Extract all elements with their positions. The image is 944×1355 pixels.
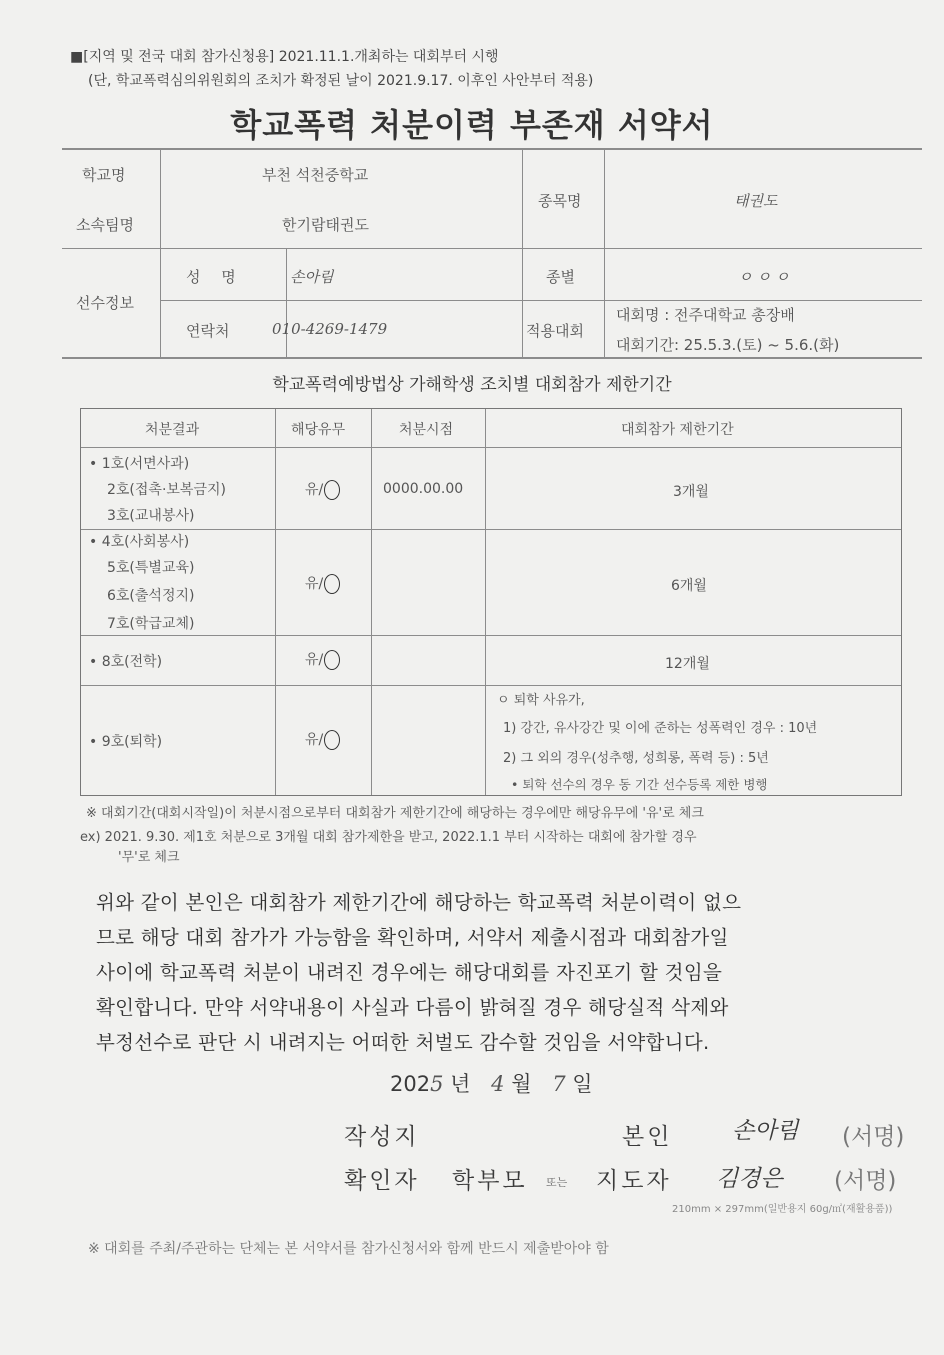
footer-note: ※ 대회를 주최/주관하는 단체는 본 서약서를 참가신청서와 함께 반드시 제출받아야 함: [88, 1241, 609, 1257]
table-row-1-item-1: • 1호(서면사과): [89, 456, 190, 472]
info-border-top: [62, 148, 922, 150]
status-text: 유/: [305, 576, 324, 592]
table-row-2-item-3: 6호(출석정지): [107, 588, 195, 604]
table-row-2-status: [305, 573, 340, 594]
header-line-1: ■[지역 및 전국 대회 참가신청용] 2021.11.1.개최하는 대회부터 시행: [70, 49, 499, 65]
confirmer-label: 확인자: [344, 1168, 420, 1194]
table-row-4-period-line-3: 2) 그 외의 경우(성추행, 성희롱, 폭력 등) : 5년: [503, 751, 769, 766]
category-label: 종별: [546, 268, 575, 286]
player-info-label: 선수정보: [76, 294, 134, 312]
status-text: 유/: [305, 732, 324, 748]
self-label: 본인: [622, 1124, 673, 1150]
table-row-1-item-3: 3호(교내봉사): [107, 508, 195, 524]
restriction-subtitle: 학교폭력예방법상 가해학생 조치별 대회참가 제한기간: [272, 375, 672, 395]
info-vline-4: [604, 148, 605, 358]
rtable-hline-1: [81, 529, 901, 530]
coach-label: 지도자: [596, 1168, 672, 1194]
table-row-1-status: [305, 479, 340, 500]
coach-name: 김경은: [716, 1166, 783, 1192]
info-table: [62, 148, 922, 358]
info-divider-1: [62, 248, 922, 249]
or-label: 또는: [546, 1176, 568, 1189]
table-row-2-item-2: 5호(특별교육): [107, 560, 195, 576]
month-unit: 월: [511, 1072, 532, 1096]
info-vline-1: [160, 148, 161, 358]
table-row-2-period: 6개월: [671, 578, 707, 594]
table-row-4-period-line-4: • 퇴학 선수의 경우 동 기간 선수등록 제한 병행: [511, 777, 768, 792]
pledge-line-3: 사이에 학교폭력 처분이 내려진 경우에는 해당대회를 자진포기 할 것임을: [96, 961, 723, 984]
team-label: 소속팀명: [76, 216, 134, 234]
document-title: 학교폭력 처분이력 부존재 서약서: [230, 106, 714, 144]
rtable-vline-1: [275, 409, 276, 795]
paper-size-note: 210mm × 297mm(일반용지 60g/㎡(재활용품)): [672, 1204, 893, 1215]
circled-mark: [324, 650, 340, 670]
circled-mark: [324, 574, 340, 594]
header-line-2: (단, 학교폭력심의위원회의 조치가 확정된 날이 2021.9.17. 이후인 사안부터 적용): [88, 73, 594, 89]
month-value: 4: [491, 1072, 505, 1096]
pledge-line-5: 부정선수로 판단 시 내려지는 어떠한 처벌도 감수할 것임을 서약합니다.: [96, 1031, 710, 1054]
rtable-hline-header: [81, 447, 901, 448]
school-value: 부천 석천중학교: [262, 166, 369, 184]
coach-sign-mark: (서명): [834, 1168, 897, 1194]
year-unit: 년: [450, 1072, 471, 1096]
year-hand: 5: [430, 1072, 444, 1096]
event-label: 종목명: [538, 192, 582, 210]
pledge-line-4: 확인합니다. 만약 서약내용이 사실과 다름이 밝혀질 경우 해당실적 삭제와: [96, 996, 729, 1019]
table-row-4-item-1: • 9호(퇴학): [89, 734, 163, 750]
pledge-body: [96, 885, 906, 1060]
col-header-period: 대회참가 제한기간: [621, 422, 734, 438]
status-text: 유/: [305, 482, 324, 498]
parent-label: 학부모: [452, 1168, 528, 1194]
table-row-3-period: 12개월: [665, 656, 710, 672]
competition-label: 적용대회: [526, 322, 584, 340]
pledge-line-1: 위와 같이 본인은 대회참가 제한기간에 해당하는 학교폭력 처분이력이 없으: [96, 891, 742, 914]
restriction-table: [80, 408, 902, 796]
school-label: 학교명: [82, 166, 126, 184]
rtable-vline-2: [371, 409, 372, 795]
note-3: '무'로 체크: [118, 850, 180, 865]
table-row-1-period: 3개월: [673, 484, 709, 500]
col-header-date: 처분시점: [399, 422, 454, 438]
col-header-applicable: 해당유무: [291, 422, 346, 438]
author-label: 작성지: [344, 1124, 420, 1150]
note-1: ※ 대회기간(대회시작일)이 처분시점으로부터 대회참가 제한기간에 해당하는 경우에만 해당유무에 '유'로 체크: [86, 806, 704, 821]
table-row-4-period-line-2: 1) 강간, 유사강간 및 이에 준하는 성폭력인 경우 : 10년: [503, 721, 818, 736]
competition-period: 대회기간: 25.5.3.(토) ~ 5.6.(화): [616, 336, 840, 354]
info-border-bottom: [62, 357, 922, 359]
info-vline-2: [286, 248, 287, 358]
info-divider-2: [160, 300, 922, 301]
table-row-4-status: [305, 729, 340, 750]
table-row-2-item-1: • 4호(사회봉사): [89, 534, 190, 550]
signing-date: [390, 1068, 593, 1098]
pledge-line-2: 므로 해당 대회 참가가 가능함을 확인하며, 서약서 제출시점과 대회참가일: [96, 926, 729, 949]
name-value: 손아림: [290, 268, 334, 286]
rtable-vline-3: [485, 409, 486, 795]
table-row-3-item-1: • 8호(전학): [89, 654, 163, 670]
rtable-hline-3: [81, 685, 901, 686]
name-label: 성 명: [186, 268, 244, 286]
circled-mark: [324, 730, 340, 750]
self-sign-mark: (서명): [842, 1124, 905, 1150]
col-header-result: 처분결과: [145, 422, 200, 438]
year-prefix: 202: [390, 1072, 431, 1096]
contact-value: 010-4269-1479: [272, 320, 388, 338]
note-2: ex) 2021. 9.30. 제1호 처분으로 3개월 대회 참가제한을 받고, 2022.1.1 부터 시작하는 대회에 참가할 경우: [80, 830, 697, 845]
competition-name: 대회명 : 전주대학교 총장배: [616, 306, 795, 324]
circled-mark: [324, 480, 340, 500]
category-value: ㅇㅇㅇ: [738, 268, 794, 286]
table-row-4-period-line-1: ㅇ 퇴학 사유가,: [497, 693, 585, 708]
table-row-1-date: 0000.00.00: [383, 481, 464, 497]
day-unit: 일: [572, 1072, 593, 1096]
contact-label: 연락처: [186, 322, 230, 340]
table-row-3-status: [305, 649, 340, 670]
self-name: 손아림: [732, 1118, 799, 1144]
table-row-1-item-2: 2호(접촉·보복금지): [107, 482, 226, 498]
event-value: 태권도: [734, 192, 778, 210]
rtable-hline-2: [81, 635, 901, 636]
status-text: 유/: [305, 652, 324, 668]
team-value: 한기람태권도: [282, 216, 369, 234]
day-value: 7: [552, 1072, 566, 1096]
table-row-2-item-4: 7호(학급교체): [107, 616, 195, 632]
info-vline-3: [522, 148, 523, 358]
